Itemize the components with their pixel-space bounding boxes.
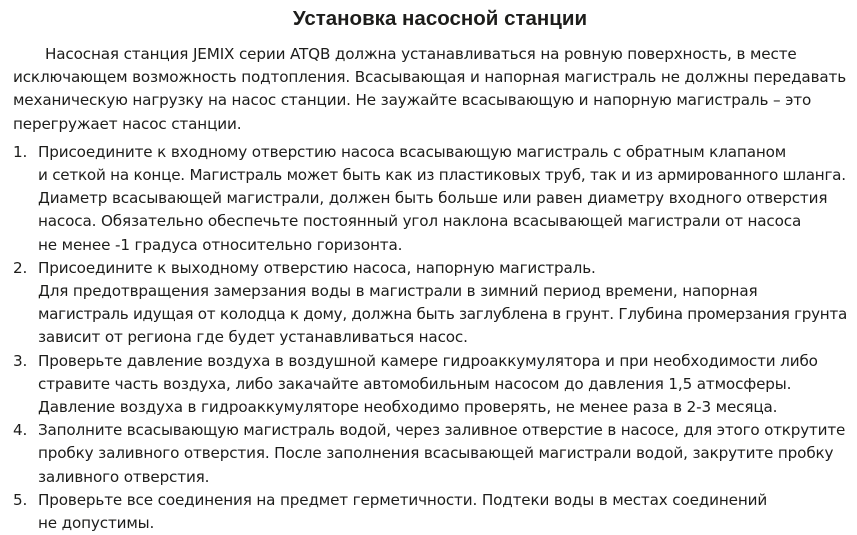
list-item-5 <box>13 489 847 535</box>
list-item-1 <box>13 141 847 257</box>
list-item-2 <box>13 257 847 350</box>
item-line: Присоедините к выходному отверстию насоса, напорную магистраль. <box>38 258 596 277</box>
item-number: 3. <box>13 351 28 370</box>
item-line: зависит от региона где будет устанавливаться насос. <box>38 328 468 347</box>
instruction-list <box>13 141 847 535</box>
item-line: Проверьте давление воздуха в воздушной камере гидроаккумулятора и при необходимости либо <box>38 351 818 370</box>
item-line: Присоедините к входному отверстию насоса всасывающую магистраль с обратным клапаном <box>38 142 787 161</box>
item-number: 4. <box>13 421 28 440</box>
item-line: заливного отверстия. <box>38 467 210 486</box>
intro-line: Насосная станция JEMIX серии ATQB должна устанавливаться на ровную поверхность, в месте <box>45 45 797 63</box>
item-line: магистраль идущая от колодца к дому, должна быть заглублена в грунт. Глубина промерзания грунта <box>38 305 847 324</box>
page-title: Установка насосной станции <box>292 7 588 30</box>
item-line: стравите часть воздуха, либо закачайте автомобильным насосом до давления 1,5 атмосферы. <box>38 374 792 393</box>
item-line: пробку заливного отверстия. После заполнения всасывающей магистрали водой, закрутите пробку <box>38 444 834 463</box>
item-line: Заполните всасывающую магистраль водой, через заливное отверстие в насосе, для этого открутите <box>38 421 846 440</box>
item-number: 5. <box>13 490 28 509</box>
item-line: не допустимы. <box>38 514 155 533</box>
item-number: 2. <box>13 258 28 277</box>
item-number: 1. <box>13 142 28 161</box>
intro-line: исключающем возможность подтопления. Всасывающая и напорная магистраль не должны передавать <box>13 68 847 87</box>
item-line: Диаметр всасывающей магистрали, должен быть больше или равен диаметру входного отверстия <box>38 189 828 208</box>
intro-line: перегружает насос станции. <box>13 114 242 133</box>
item-line: Для предотвращения замерзания воды в магистрали в зимний период времени, напорная <box>38 282 758 301</box>
intro-paragraph <box>13 43 847 136</box>
item-line: насоса. Обязательно обеспечьте постоянный угол наклона всасывающей магистрали от насоса <box>38 212 802 231</box>
intro-line: механическую нагрузку на насос станции. Не заужайте всасывающую и напорную магистраль – это <box>13 91 812 110</box>
item-line: Давление воздуха в гидроаккумуляторе необходимо проверять, не менее раза в 2-3 месяца. <box>38 398 778 417</box>
list-item-4 <box>13 419 847 489</box>
item-line: и сеткой на конце. Магистраль может быть как из пластиковых труб, так и из армированного шланга. <box>38 166 846 185</box>
list-item-3 <box>13 350 847 420</box>
item-line: не менее -1 градуса относительно горизонта. <box>38 235 403 254</box>
item-line: Проверьте все соединения на предмет герметичности. Подтеки воды в местах соединений <box>38 490 768 509</box>
